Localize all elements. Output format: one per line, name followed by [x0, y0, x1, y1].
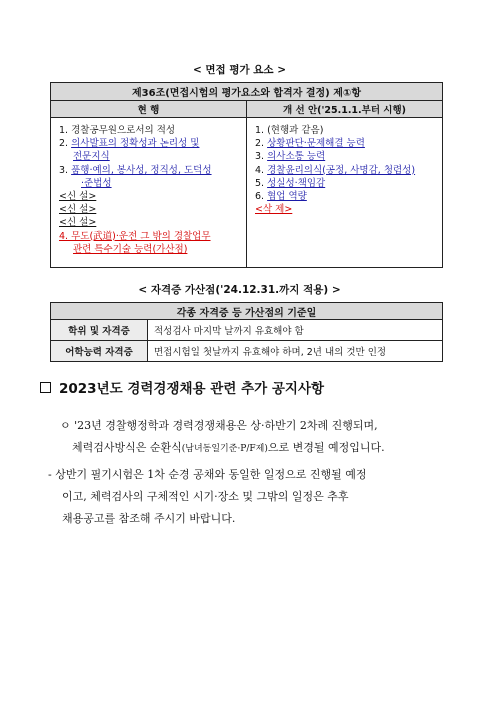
item-text: 경찰윤리의식(공정, 사명감, 청렴성) — [267, 164, 416, 176]
paragraph-line: 채용공고를 참조해 주시기 바랍니다. — [62, 512, 236, 525]
list-item — [255, 137, 436, 150]
paragraph-line: 이고, 체력검사의 구체적인 시기·장소 및 그밖의 일정은 추후 — [62, 490, 349, 503]
table-header: 각종 자격증 등 가산점의 기준일 — [51, 303, 443, 320]
list-item — [255, 164, 436, 177]
item-text: 성실성·책임감 — [267, 177, 326, 189]
interview-criteria-table — [50, 82, 443, 268]
item-text: 품행·예의, 봉사성, 정직성, 도덕성 — [71, 164, 212, 176]
item-text: 협업 역량 — [267, 191, 307, 203]
new-placeholder: <신 설> — [59, 217, 97, 229]
paragraph-line: ㅇ '23년 경찰행정학과 경력경쟁채용은 상·하반기 2차례 진행되며, — [60, 419, 378, 432]
text-span: (남녀동일기준·P/F제) — [181, 444, 268, 454]
list-item — [255, 190, 436, 203]
item-number: 6. — [255, 191, 268, 203]
notice-title: 2023년도 경력경쟁채용 관련 추가 공지사항 — [59, 381, 325, 397]
item-text: 의사소통 능력 — [267, 151, 326, 163]
item-number: 5. — [255, 177, 268, 189]
row-value: 면접시험일 첫날까지 유효해야 하며, 2년 내의 것만 인정 — [148, 341, 443, 362]
list-item-continued — [59, 177, 240, 190]
list-item: 1. (현행과 같음) — [255, 125, 324, 136]
text-span: 으로 변경될 예정입니다. — [267, 441, 385, 454]
paragraph-line — [60, 437, 470, 460]
item-text: 전문지식 — [73, 151, 110, 163]
list-item — [59, 137, 240, 150]
list-item — [59, 164, 240, 177]
item-text: ·준법성 — [81, 177, 112, 189]
list-item — [255, 177, 436, 190]
item-number: 3. — [59, 164, 72, 176]
deleted-item-continued: 관련 특수기술 능력(가산점) — [73, 243, 188, 255]
certificate-table — [50, 302, 443, 362]
current-criteria-cell — [51, 118, 247, 268]
section-title-interview: < 면접 평가 요소 > — [192, 64, 287, 76]
item-number: 2. — [59, 138, 72, 150]
square-bullet-icon — [40, 382, 51, 393]
proposed-criteria-cell — [247, 118, 443, 268]
item-number: 2. — [255, 138, 268, 150]
list-item: 1. 경찰공무원으로서의 적성 — [59, 125, 176, 136]
section-title-certificate: < 자격증 가산점('24.12.31.까지 적용) > — [138, 284, 341, 296]
new-placeholder: <신 설> — [59, 204, 97, 216]
notice-heading — [40, 377, 324, 397]
deleted-marker: <삭 제> — [255, 204, 293, 216]
row-value: 적성검사 마지막 날까지 유효해야 함 — [148, 320, 443, 341]
column-header-proposed: 개 선 안('25.1.1.부터 시행) — [247, 101, 443, 118]
table-header: 제36조(면접시험의 평가요소와 합격자 결정) 제①항 — [51, 83, 443, 101]
item-number: 4. — [255, 164, 268, 176]
item-text: 의사발표의 정확성과 논리성 및 — [71, 138, 200, 150]
paragraph-line: - 상반기 필기시험은 1차 순경 공채와 동일한 일정으로 진행될 예정 — [48, 468, 367, 481]
column-header-current: 현 행 — [51, 101, 247, 118]
table-row — [51, 341, 443, 362]
notice-paragraph — [48, 464, 473, 530]
list-item-continued — [59, 150, 240, 163]
deleted-item: 4. 무도(武道)·운전 그 밖의 경찰업무 — [59, 230, 211, 242]
text-span: 체력검사방식은 순환식 — [72, 441, 182, 454]
table-row — [51, 320, 443, 341]
row-label: 어학능력 자격증 — [51, 341, 148, 362]
notice-paragraph — [60, 415, 470, 460]
new-placeholder: <신 설> — [59, 191, 97, 203]
row-label: 학위 및 자격증 — [51, 320, 148, 341]
list-item — [255, 150, 436, 163]
item-number: 3. — [255, 151, 268, 163]
item-text: 상황판단·문제해결 능력 — [267, 138, 365, 150]
